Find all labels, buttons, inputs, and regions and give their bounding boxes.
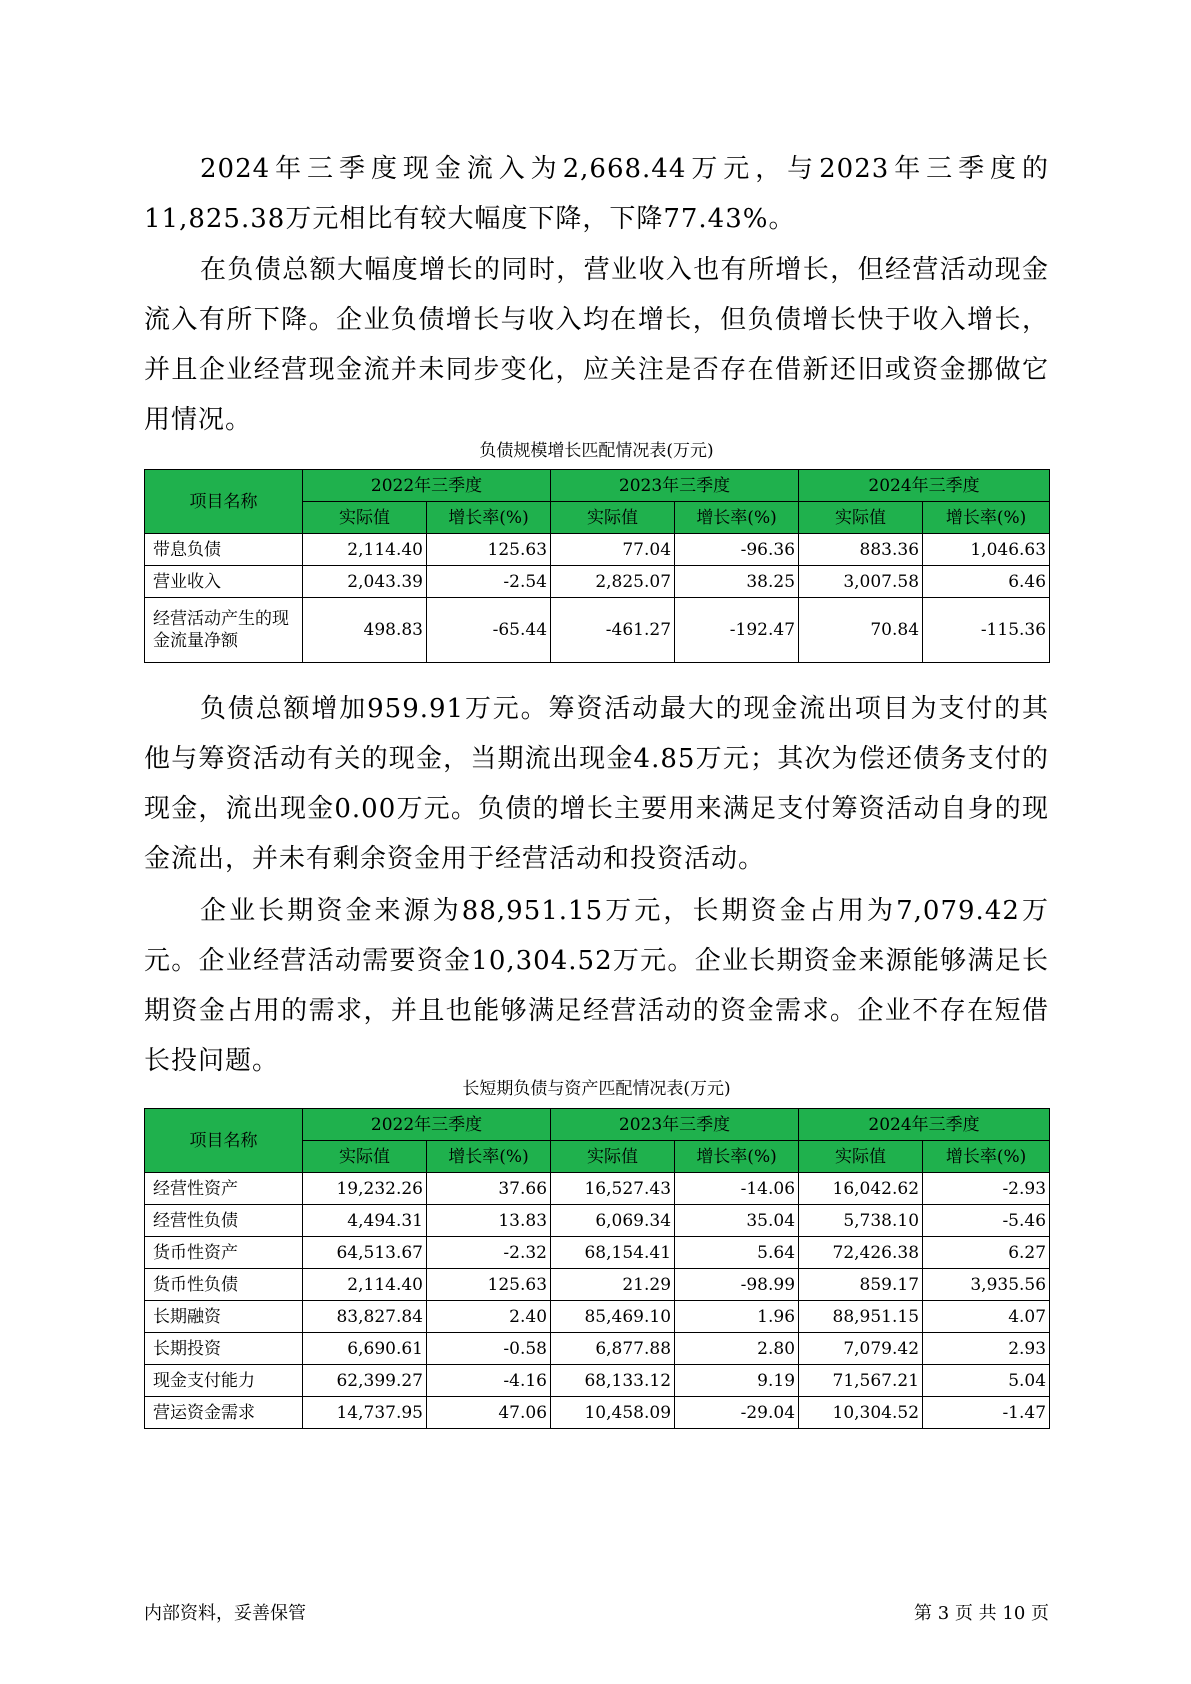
debt-growth-table [144, 469, 1050, 663]
cell-value: 68,154.41 [551, 1237, 675, 1269]
header-period: 2023年三季度 [551, 470, 799, 502]
header-period: 2024年三季度 [799, 470, 1050, 502]
row-label: 带息负债 [145, 534, 303, 566]
header-period: 2022年三季度 [303, 470, 551, 502]
cell-value: 2,114.40 [303, 534, 427, 566]
cell-value: 6,069.34 [551, 1205, 675, 1237]
cell-value: 9.19 [675, 1365, 799, 1397]
cell-value: 5.04 [923, 1365, 1050, 1397]
cell-value: -2.54 [427, 566, 551, 598]
cell-value: 64,513.67 [303, 1237, 427, 1269]
cell-value: 6.27 [923, 1237, 1050, 1269]
header-period: 2024年三季度 [799, 1109, 1050, 1141]
table-row [145, 1269, 1050, 1301]
cell-value: 2.93 [923, 1333, 1050, 1365]
cell-value: 85,469.10 [551, 1301, 675, 1333]
header-actual: 实际值 [551, 1141, 675, 1173]
cell-value: -65.44 [427, 598, 551, 663]
header-item-name: 项目名称 [145, 1109, 303, 1173]
header-item-name: 项目名称 [145, 470, 303, 534]
table-row [145, 598, 1050, 663]
cell-value: 68,133.12 [551, 1365, 675, 1397]
cell-value: 37.66 [427, 1173, 551, 1205]
cell-value: 125.63 [427, 534, 551, 566]
cell-value: 2.80 [675, 1333, 799, 1365]
cell-value: 2,825.07 [551, 566, 675, 598]
cell-value: -2.32 [427, 1237, 551, 1269]
header-actual: 实际值 [551, 502, 675, 534]
cell-value: 88,951.15 [799, 1301, 923, 1333]
cell-value: -2.93 [923, 1173, 1050, 1205]
table-row [145, 1333, 1050, 1365]
table-row [145, 1365, 1050, 1397]
cell-value: -1.47 [923, 1397, 1050, 1429]
row-label: 经营性资产 [145, 1173, 303, 1205]
cell-value: 883.36 [799, 534, 923, 566]
footer-confidential-note: 内部资料，妥善保管 [144, 1603, 306, 1624]
cell-value: 83,827.84 [303, 1301, 427, 1333]
row-label: 营业收入 [145, 566, 303, 598]
cell-value: 72,426.38 [799, 1237, 923, 1269]
header-actual: 实际值 [799, 502, 923, 534]
header-growth: 增长率(%) [675, 502, 799, 534]
paragraph-financing-outflow: 负债总额增加959.91万元。筹资活动最大的现金流出项目为支付的其他与筹资活动有关的现金，当期流出现金4.85万元；其次为偿还债务支付的现金，流出现金0.00万元。负债的增长主要用来满足支付筹资活动自身的现金流出，并未有剩余资金用于经营活动和投资活动。 [144, 694, 1049, 874]
asset-liability-match-table [144, 1108, 1050, 1429]
cell-value: 1.96 [675, 1301, 799, 1333]
table-row [145, 1205, 1050, 1237]
table-row [145, 1173, 1050, 1205]
header-growth: 增长率(%) [675, 1141, 799, 1173]
footer-page-number: 第 3 页 共 10 页 [914, 1603, 1049, 1624]
paragraph-debt-growth: 在负债总额大幅度增长的同时，营业收入也有所增长，但经营活动现金流入有所下降。企业负债增长与收入均在增长，但负债增长快于收入增长，并且企业经营现金流并未同步变化，应关注是否存在借新还旧或资金挪做它用情况。 [144, 255, 1049, 435]
row-label: 营运资金需求 [145, 1397, 303, 1429]
cell-value: 21.29 [551, 1269, 675, 1301]
cell-value: 62,399.27 [303, 1365, 427, 1397]
cell-value: -192.47 [675, 598, 799, 663]
cell-value: 4,494.31 [303, 1205, 427, 1237]
row-label: 现金支付能力 [145, 1365, 303, 1397]
table-row [145, 1237, 1050, 1269]
header-growth: 增长率(%) [427, 502, 551, 534]
cell-value: 5,738.10 [799, 1205, 923, 1237]
cell-value: 16,042.62 [799, 1173, 923, 1205]
cell-value: 6,877.88 [551, 1333, 675, 1365]
cell-value: -14.06 [675, 1173, 799, 1205]
table-row [145, 1301, 1050, 1333]
cell-value: 77.04 [551, 534, 675, 566]
cell-value: -5.46 [923, 1205, 1050, 1237]
row-label: 货币性负债 [145, 1269, 303, 1301]
header-period: 2022年三季度 [303, 1109, 551, 1141]
row-label: 经营活动产生的现金流量净额 [145, 598, 303, 663]
row-label: 长期投资 [145, 1333, 303, 1365]
cell-value: -98.99 [675, 1269, 799, 1301]
cell-value: 13.83 [427, 1205, 551, 1237]
cell-value: -115.36 [923, 598, 1050, 663]
row-label: 经营性负债 [145, 1205, 303, 1237]
cell-value: -29.04 [675, 1397, 799, 1429]
header-actual: 实际值 [799, 1141, 923, 1173]
table2-caption: 长短期负债与资产匹配情况表(万元) [462, 1079, 731, 1099]
cell-value: 6.46 [923, 566, 1050, 598]
header-growth: 增长率(%) [923, 1141, 1050, 1173]
cell-value: 5.64 [675, 1237, 799, 1269]
cell-value: 3,935.56 [923, 1269, 1050, 1301]
cell-value: -4.16 [427, 1365, 551, 1397]
cell-value: 3,007.58 [799, 566, 923, 598]
cell-value: -96.36 [675, 534, 799, 566]
cell-value: 47.06 [427, 1397, 551, 1429]
cell-value: 1,046.63 [923, 534, 1050, 566]
cell-value: 19,232.26 [303, 1173, 427, 1205]
table-row [145, 566, 1050, 598]
cell-value: 4.07 [923, 1301, 1050, 1333]
cell-value: 125.63 [427, 1269, 551, 1301]
cell-value: 2,114.40 [303, 1269, 427, 1301]
header-period: 2023年三季度 [551, 1109, 799, 1141]
cell-value: 6,690.61 [303, 1333, 427, 1365]
header-growth: 增长率(%) [923, 502, 1050, 534]
cell-value: 7,079.42 [799, 1333, 923, 1365]
header-actual: 实际值 [303, 1141, 427, 1173]
row-label: 货币性资产 [145, 1237, 303, 1269]
cell-value: 2.40 [427, 1301, 551, 1333]
cell-value: 70.84 [799, 598, 923, 663]
table1-caption: 负债规模增长匹配情况表(万元) [479, 441, 714, 461]
paragraph-cash-inflow: 2024年三季度现金流入为2,668.44万元，与2023年三季度的11,825.38万元相比有较大幅度下降，下降77.43%。 [144, 154, 1049, 234]
cell-value: 498.83 [303, 598, 427, 663]
cell-value: 16,527.43 [551, 1173, 675, 1205]
cell-value: 35.04 [675, 1205, 799, 1237]
cell-value: -461.27 [551, 598, 675, 663]
cell-value: 14,737.95 [303, 1397, 427, 1429]
cell-value: 10,304.52 [799, 1397, 923, 1429]
cell-value: -0.58 [427, 1333, 551, 1365]
cell-value: 2,043.39 [303, 566, 427, 598]
header-actual: 实际值 [303, 502, 427, 534]
header-growth: 增长率(%) [427, 1141, 551, 1173]
cell-value: 71,567.21 [799, 1365, 923, 1397]
cell-value: 38.25 [675, 566, 799, 598]
table-row [145, 1397, 1050, 1429]
paragraph-long-term-funds: 企业长期资金来源为88,951.15万元，长期资金占用为7,079.42万元。企业经营活动需要资金10,304.52万元。企业长期资金来源能够满足长期资金占用的需求，并且也能够满足经营活动的资金需求。企业不存在短借长投问题。 [144, 896, 1049, 1076]
table-row [145, 534, 1050, 566]
cell-value: 10,458.09 [551, 1397, 675, 1429]
cell-value: 859.17 [799, 1269, 923, 1301]
row-label: 长期融资 [145, 1301, 303, 1333]
